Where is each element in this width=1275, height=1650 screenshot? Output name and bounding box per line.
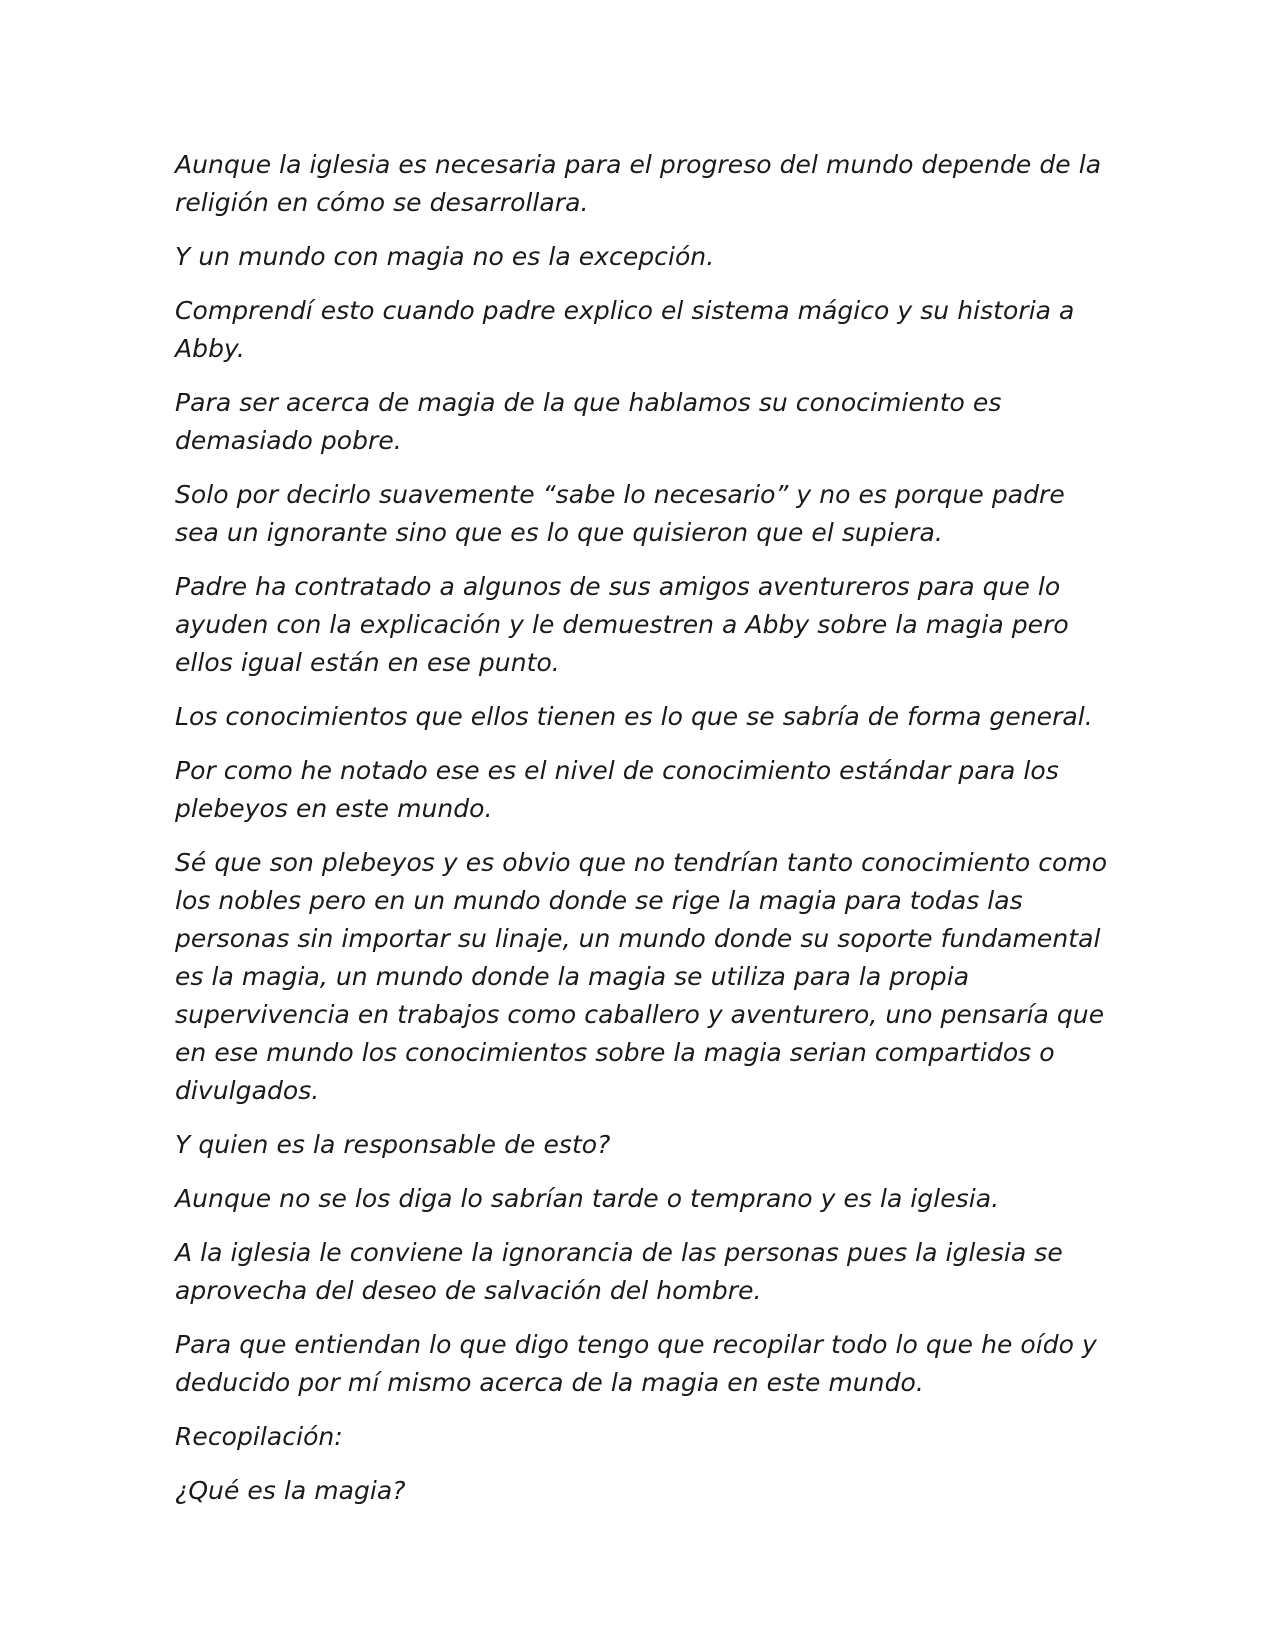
section-label: Recopilación: [175, 1422, 343, 1451]
paragraph: Y quien es la responsable de esto? [175, 1130, 611, 1159]
paragraph: Y un mundo con magia no es la excepción. [175, 242, 715, 271]
question-heading: ¿Qué es la magia? [175, 1476, 406, 1505]
paragraph: Sé que son plebeyos y es obvio que no tendrían tanto conocimiento como los nobles pero en un mundo donde se rige la magia para todas las personas sin importar su linaje, un mundo donde su soporte fundamental es la magia, un mundo donde la magia se utiliza para la propia supervivencia en trabajos como caballero y aventurero, uno pensaría que en ese mundo los conocimientos sobre la magia serian compartidos o divulgados. [175, 848, 1108, 1105]
paragraph: Padre ha contratado a algunos de sus amigos aventureros para que lo ayuden con la explicación y le demuestren a Abby sobre la magia pero ellos igual están en ese punto. [175, 572, 1069, 677]
paragraph: A la iglesia le conviene la ignorancia de las personas pues la iglesia se aprovecha del deseo de salvación del hombre. [175, 1238, 1063, 1305]
paragraph: Aunque la iglesia es necesaria para el progreso del mundo depende de la religión en cómo se desarrollara. [175, 150, 1102, 217]
paragraph: Aunque no se los diga lo sabrían tarde o temprano y es la iglesia. [175, 1184, 1000, 1213]
document-body [175, 146, 1110, 1526]
paragraph: Comprendí esto cuando padre explico el sistema mágico y su historia a Abby. [175, 296, 1075, 363]
paragraph: Para que entiendan lo que digo tengo que recopilar todo lo que he oído y deducido por mí mismo acerca de la magia en este mundo. [175, 1330, 1097, 1397]
paragraph: Los conocimientos que ellos tienen es lo que se sabría de forma general. [175, 702, 1093, 731]
paragraph: Para ser acerca de magia de la que hablamos su conocimiento es demasiado pobre. [175, 388, 1002, 455]
paragraph: Solo por decirlo suavemente “sabe lo necesario” y no es porque padre sea un ignorante sino que es lo que quisieron que el supiera. [175, 480, 1065, 547]
paragraph: Por como he notado ese es el nivel de conocimiento estándar para los plebeyos en este mundo. [175, 756, 1059, 823]
